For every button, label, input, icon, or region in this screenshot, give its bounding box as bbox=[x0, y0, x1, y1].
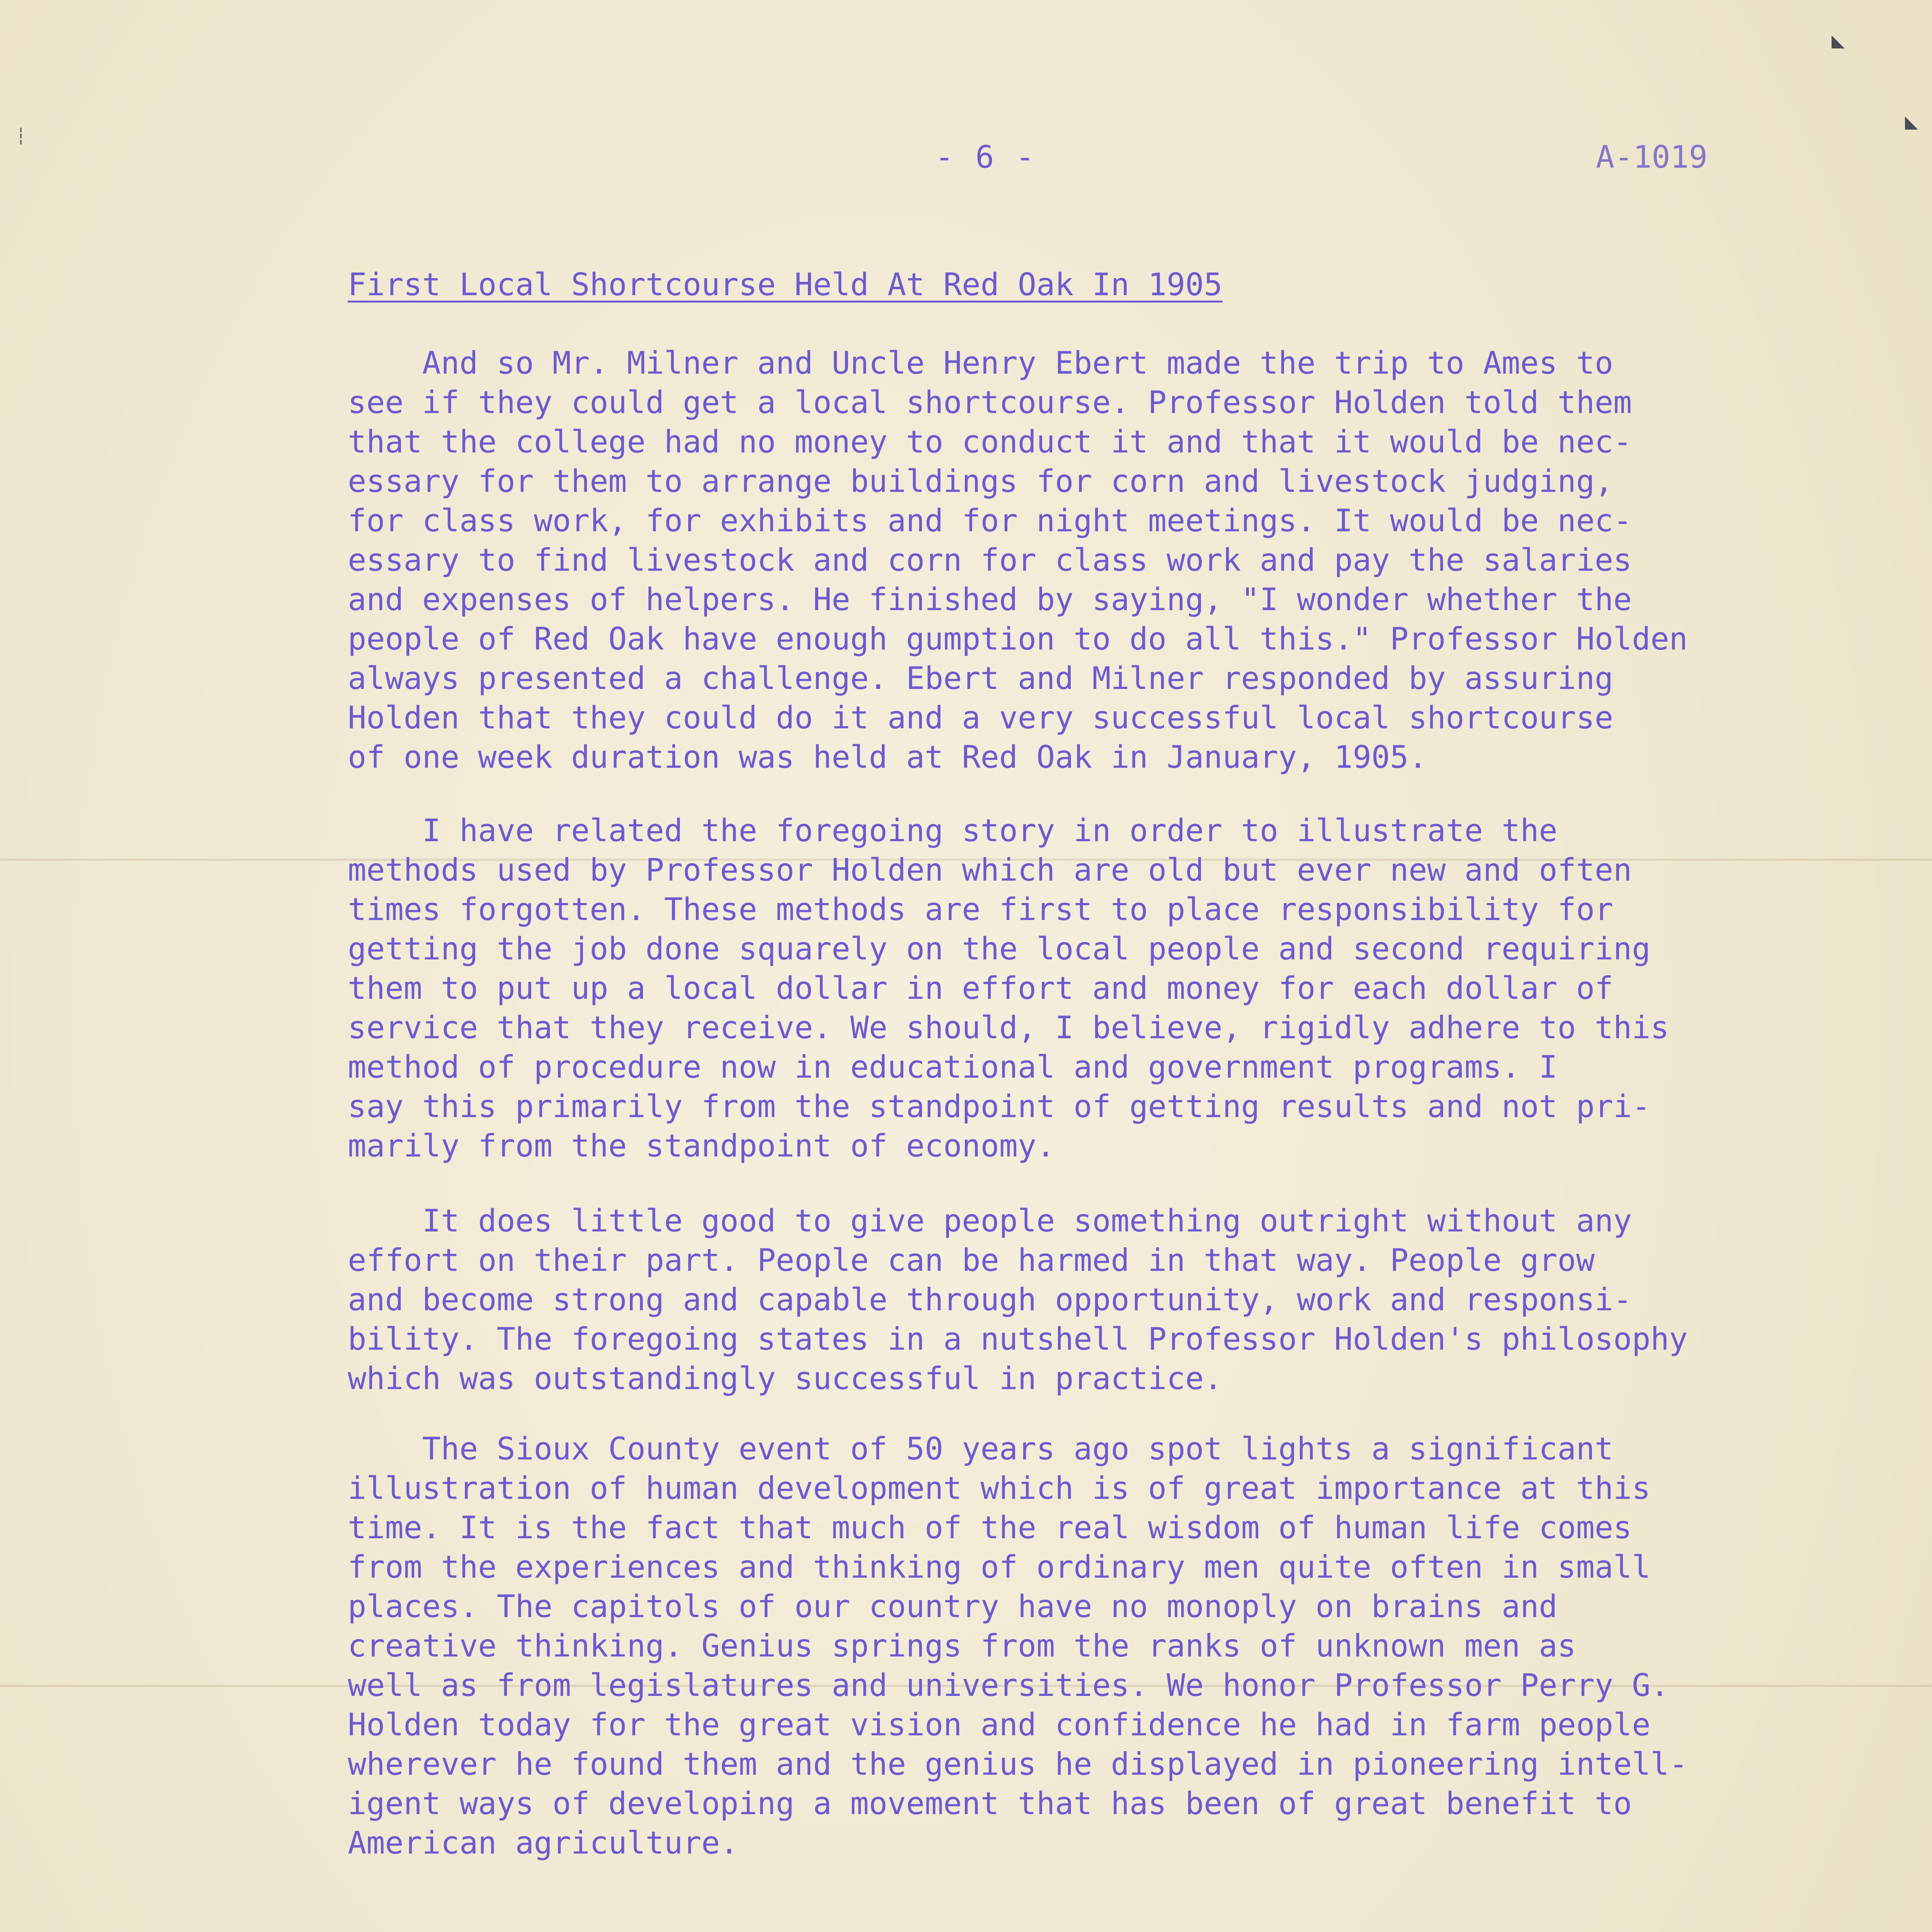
text-line: And so Mr. Milner and Uncle Henry Ebert made the trip to Ames to bbox=[348, 345, 1614, 381]
text-line: places. The capitols of our country have no monoply on brains and bbox=[348, 1588, 1558, 1624]
text-line: of one week duration was held at Red Oak in January, 1905. bbox=[348, 739, 1427, 775]
text-line: igent ways of developing a movement that has been of great benefit to bbox=[348, 1786, 1632, 1821]
corner-mark: ◣ bbox=[1905, 112, 1918, 132]
text-line: American agriculture. bbox=[348, 1825, 739, 1861]
text-line: illustration of human development which is of great importance at this bbox=[348, 1470, 1651, 1506]
text-line: always presented a challenge. Ebert and Milner responded by assuring bbox=[348, 660, 1614, 696]
text-line: wherever he found them and the genius he displayed in pioneering intell- bbox=[348, 1746, 1688, 1782]
text-line: and become strong and capable through opportunity, work and responsi- bbox=[348, 1282, 1632, 1318]
text-line: marily from the standpoint of economy. bbox=[348, 1128, 1055, 1164]
text-line: service that they receive. We should, I believe, rigidly adhere to this bbox=[348, 1010, 1669, 1046]
text-line: methods used by Professor Holden which are old but ever new and often bbox=[348, 852, 1632, 888]
text-line: from the experiences and thinking of ordinary men quite often in small bbox=[348, 1549, 1651, 1585]
text-line: well as from legislatures and universities. We honor Professor Perry G. bbox=[348, 1667, 1669, 1703]
text-line: I have related the foregoing story in order to illustrate the bbox=[348, 813, 1558, 849]
edge-mark: ┆ bbox=[16, 128, 26, 145]
text-line: see if they could get a local shortcourse. Professor Holden told them bbox=[348, 384, 1632, 420]
text-line: getting the job done squarely on the local people and second requiring bbox=[348, 931, 1651, 967]
page-number: - 6 - bbox=[935, 139, 1036, 175]
text-line: time. It is the fact that much of the real wisdom of human life comes bbox=[348, 1510, 1632, 1546]
text-line: say this primarily from the standpoint of getting results and not pri- bbox=[348, 1088, 1651, 1124]
text-line: It does little good to give people something outright without any bbox=[348, 1203, 1632, 1239]
text-line: them to put up a local dollar in effort and money for each dollar of bbox=[348, 970, 1614, 1006]
text-line: bility. The foregoing states in a nutshell Professor Holden's philosophy bbox=[348, 1321, 1688, 1357]
text-line: that the college had no money to conduct it and that it would be nec- bbox=[348, 424, 1632, 460]
text-line: The Sioux County event of 50 years ago spot lights a significant bbox=[348, 1431, 1614, 1467]
text-line: effort on their part. People can be harmed in that way. People grow bbox=[348, 1242, 1595, 1278]
text-line: Holden today for the great vision and confidence he had in farm people bbox=[348, 1707, 1651, 1743]
text-line: which was outstandingly successful in practice. bbox=[348, 1361, 1223, 1396]
text-line: Holden that they could do it and a very successful local shortcourse bbox=[348, 700, 1614, 736]
text-line: and expenses of helpers. He finished by saying, "I wonder whether the bbox=[348, 582, 1632, 617]
corner-mark: ◣ bbox=[1832, 31, 1845, 51]
text-line: creative thinking. Genius springs from the ranks of unknown men as bbox=[348, 1628, 1576, 1664]
section-heading: First Local Shortcourse Held At Red Oak In 1905 bbox=[348, 267, 1223, 303]
text-line: essary for them to arrange buildings for corn and livestock judging, bbox=[348, 463, 1614, 499]
document-id: A-1019 bbox=[1596, 139, 1708, 175]
text-line: essary to find livestock and corn for class work and pay the salaries bbox=[348, 542, 1632, 578]
text-line: for class work, for exhibits and for night meetings. It would be nec- bbox=[348, 503, 1632, 539]
text-line: times forgotten. These methods are first to place responsibility for bbox=[348, 891, 1614, 927]
text-line: method of procedure now in educational and government programs. I bbox=[348, 1049, 1558, 1085]
text-line: people of Red Oak have enough gumption to do all this." Professor Holden bbox=[348, 621, 1688, 657]
